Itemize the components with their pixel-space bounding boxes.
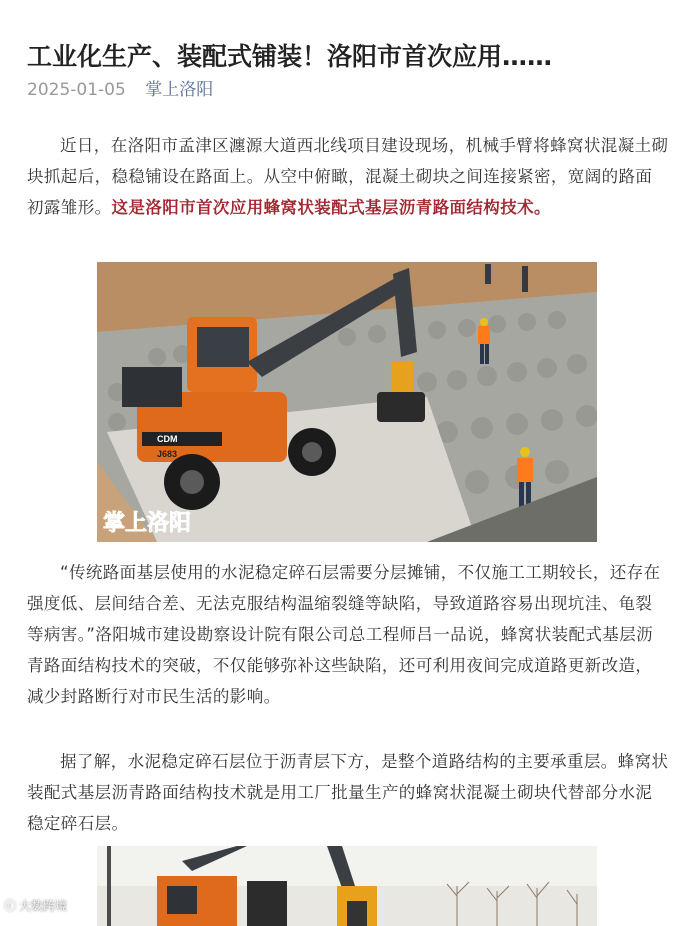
page-watermark [4, 897, 67, 914]
paragraph-3: 据了解，水泥稳定碎石层位于沥青层下方，是整个道路结构的主要承重层。蜂窝状装配式基层沥青路面结构技术就是用工厂批量生产的蜂窝状混凝土砌块代替部分水泥稳定碎石层。 [27, 752, 669, 833]
article-meta [27, 78, 213, 102]
paragraph-1-highlight: 这是洛阳市首次应用蜂窝状装配式基层沥青路面结构技术。 [111, 198, 551, 217]
paragraph-2: “传统路面基层使用的水泥稳定碎石层需要分层摊铺，不仅施工工期较长，还存在强度低、层间结合差、无法克服结构温缩裂缝等缺陷，导致道路容易出现坑洼、龟裂等病害。”洛阳城市建设勘察设计院有限公司总工程师吕一品说，蜂窝状装配式基层沥青路面结构技术的突破，不仅能够弥补这些缺陷，还可利用夜间完成道路更新改造，减少封路断行对市民生活的影响。 [27, 563, 661, 706]
watermark-logo-icon: ⓒ [4, 899, 17, 913]
article-photo-second[interactable] [97, 846, 597, 926]
source-account-link[interactable]: 掌上洛阳 [145, 80, 214, 100]
photo-watermark: 掌上洛阳 [103, 510, 192, 536]
watermark-text: 大数跨境 [19, 899, 68, 913]
paragraph-1 [27, 130, 669, 223]
article-title: 工业化生产、装配式铺装！洛阳市首次应用…… [27, 41, 553, 71]
machine-model-label: J683 [157, 449, 178, 459]
publish-date: 2025-01-05 [27, 80, 126, 100]
article-photo-excavator-paving[interactable] [97, 262, 597, 542]
machine-brand-label: CDM [157, 434, 178, 444]
paragraph-1-text: 近日，在洛阳市孟津区瀍源大道西北线项目建设现场，机械手臂将蜂窝状混凝土砌块抓起后，稳稳铺设在路面上。从空中俯瞰，混凝土砌块之间连接紧密，宽阔的路面初露雏形。 [27, 136, 669, 217]
